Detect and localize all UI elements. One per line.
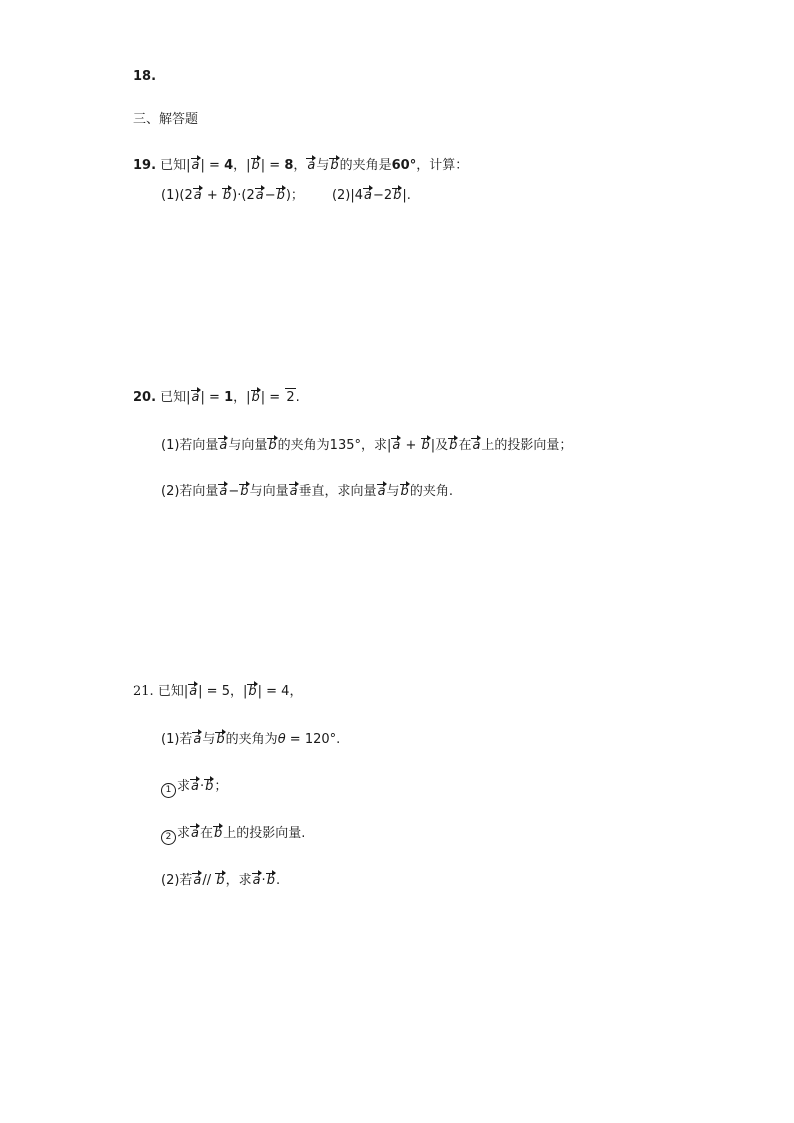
- q20-number: 20.: [133, 390, 157, 405]
- q19-intro: 19. 已知|a| = 4，|b| = 8，a与b的夹角是60°，计算：: [133, 158, 469, 173]
- section-heading: 三、解答题: [133, 112, 199, 127]
- q21-intro: 21. 已知|a| = 5，|b| = 4，: [133, 684, 303, 699]
- circled-number-2: 2: [161, 830, 176, 845]
- q20-intro: 20. 已知|a| = 1，|b| = 2.: [133, 390, 300, 405]
- q21-part1: (1)若a与b的夹角为θ = 120°.: [161, 732, 341, 747]
- q19-parts: (1)(2a + b)·(2a−b)； (2)|4a−2b|.: [161, 188, 411, 203]
- q21-sub2: 2 求a在b上的投影向量.: [161, 825, 305, 845]
- q21-sub1: 1 求a·b；: [161, 778, 227, 798]
- q20-part1: (1)若向量a与向量b的夹角为135°，求|a + b|及b在a上的投影向量；: [161, 438, 573, 453]
- circled-number-1: 1: [161, 783, 176, 798]
- q18-number: 18.: [133, 69, 157, 84]
- q20-part2: (2)若向量a−b与向量a垂直，求向量a与b的夹角.: [161, 484, 453, 499]
- q19-number: 19.: [133, 158, 157, 173]
- q21-part2: (2)若a// b，求a·b.: [161, 873, 281, 888]
- q21-number: 21.: [133, 684, 154, 699]
